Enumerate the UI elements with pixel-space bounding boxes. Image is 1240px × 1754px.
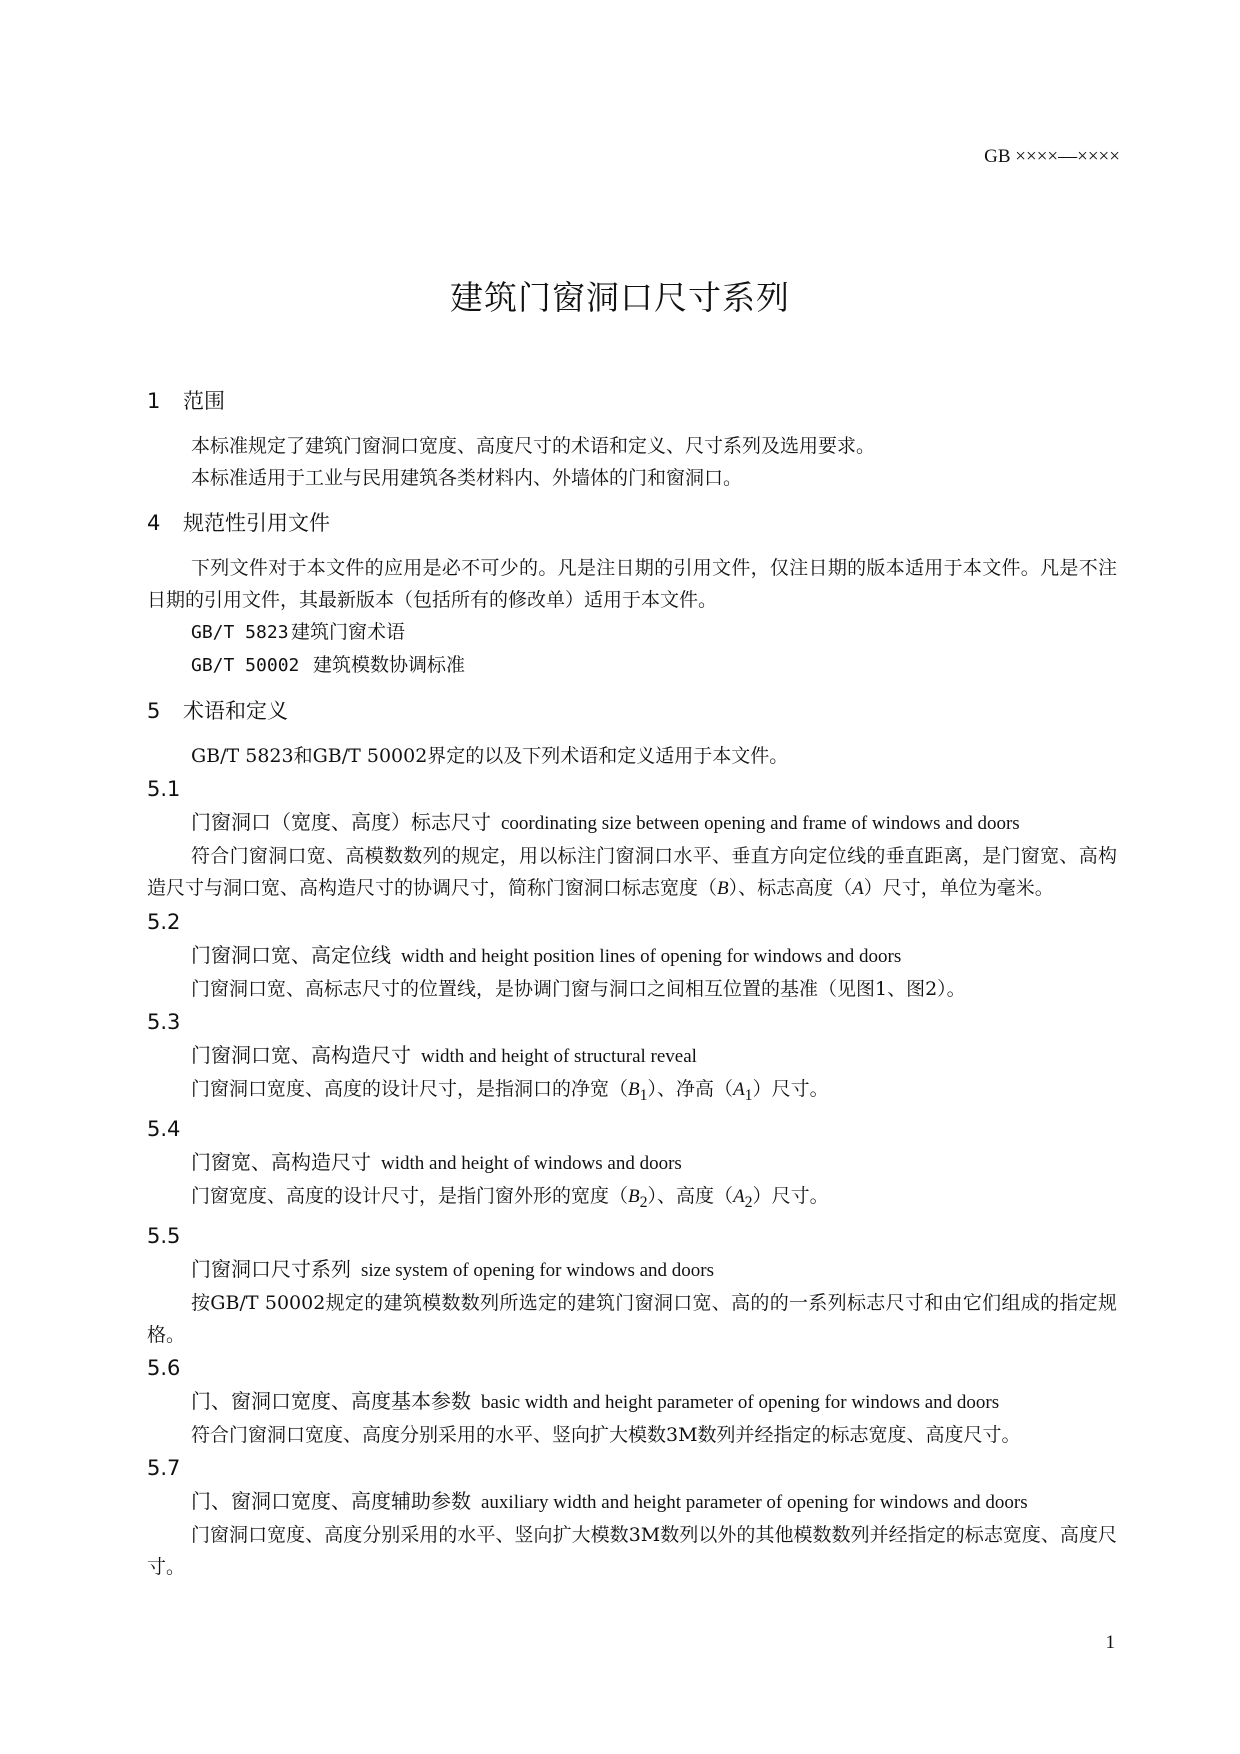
term-number: 5.1 bbox=[147, 777, 181, 801]
paragraph: 本标准规定了建筑门窗洞口宽度、高度尺寸的术语和定义、尺寸系列及选用要求。 bbox=[191, 435, 876, 457]
term-definition: 按GB/T 50002规定的建筑模数数列所选定的建筑门窗洞口宽、高的的一系列标志尺寸和由它们组成的指定规格。 bbox=[147, 1291, 1117, 1346]
term-number: 5.3 bbox=[147, 1010, 181, 1034]
term-number: 5.6 bbox=[147, 1355, 181, 1380]
paragraph: 本标准适用于工业与民用建筑各类材料内、外墙体的门和窗洞口。 bbox=[191, 467, 743, 489]
term-chinese: 门窗洞口（宽度、高度）标志尺寸 bbox=[191, 810, 491, 834]
paragraph: GB/T 5823和GB/T 50002界定的以及下列术语和定义适用于本文件。 bbox=[191, 745, 789, 767]
document-body bbox=[147, 384, 1117, 1583]
term-english: coordinating size between opening and frame of windows and doors bbox=[501, 813, 1020, 834]
subscript: 2 bbox=[744, 1193, 753, 1211]
symbol: B bbox=[628, 1079, 640, 1100]
term-definition: 门窗宽度、高度的设计尺寸，是指门窗外形的宽度$(B_2)$、高度$(A_2)$尺寸。 bbox=[191, 1184, 829, 1211]
subscript: 2 bbox=[639, 1193, 648, 1211]
section-number: 1 bbox=[147, 389, 161, 413]
page-number: 1 bbox=[1105, 1632, 1115, 1653]
reference-item bbox=[147, 649, 1117, 682]
standard-code-header: GB ××××—×××× bbox=[984, 146, 1120, 167]
symbol: B bbox=[717, 878, 729, 899]
section-heading-normative-references bbox=[147, 506, 1117, 540]
symbol: A bbox=[733, 1185, 745, 1207]
section-title: 范围 bbox=[183, 389, 225, 413]
reference-title: 建筑模数协调标准 bbox=[313, 654, 466, 676]
term-heading bbox=[147, 1039, 1117, 1073]
symbol: A bbox=[852, 878, 864, 899]
reference-item bbox=[147, 616, 1117, 649]
section-title: 规范性引用文件 bbox=[183, 511, 330, 535]
subscript: 1 bbox=[744, 1086, 753, 1104]
section-heading-scope bbox=[147, 384, 1117, 418]
term-english: width and height of windows and doors bbox=[381, 1152, 682, 1174]
term-english: auxiliary width and height parameter of opening for windows and doors bbox=[481, 1491, 1028, 1513]
term-heading bbox=[147, 1253, 1117, 1287]
term-heading bbox=[147, 1146, 1117, 1180]
document-title: 建筑门窗洞口尺寸系列 bbox=[450, 278, 790, 317]
term-definition: 门窗洞口宽、高标志尺寸的位置线，是协调门窗与洞口之间相互位置的基准（见图1、图2）。 bbox=[191, 978, 966, 1000]
term-chinese: 门窗洞口宽、高定位线 bbox=[191, 943, 391, 967]
term-heading bbox=[147, 806, 1117, 840]
term-number: 5.5 bbox=[147, 1223, 181, 1248]
subscript: 1 bbox=[639, 1086, 648, 1104]
reference-code: GB/T 50002 bbox=[191, 655, 300, 676]
reference-code: GB/T 5823 bbox=[191, 622, 289, 643]
term-heading bbox=[147, 1385, 1117, 1419]
term-number: 5.2 bbox=[147, 910, 181, 934]
term-definition: 门窗洞口宽度、高度的设计尺寸，是指洞口的净宽$(B_1)$、净高$(A_1)$尺寸。 bbox=[191, 1078, 829, 1104]
term-heading bbox=[147, 939, 1117, 973]
term-definition: 符合门窗洞口宽度、高度分别采用的水平、竖向扩大模数3M数列并经指定的标志宽度、高度尺寸。 bbox=[191, 1423, 1021, 1446]
symbol: A bbox=[733, 1079, 745, 1100]
term-chinese: 门、窗洞口宽度、高度基本参数 bbox=[191, 1388, 471, 1413]
term-english: basic width and height parameter of opening for windows and doors bbox=[481, 1391, 1000, 1413]
term-number: 5.4 bbox=[147, 1116, 181, 1141]
paragraph: 下列文件对于本文件的应用是必不可少的。凡是注日期的引用文件，仅注日期的版本适用于本文件。凡是不注日期的引用文件，其最新版本（包括所有的修改单）适用于本文件。 bbox=[147, 557, 1117, 611]
section-heading-terms-definitions bbox=[147, 694, 1117, 728]
term-heading bbox=[147, 1485, 1117, 1519]
term-english: width and height position lines of opening for windows and doors bbox=[401, 946, 902, 967]
section-number: 4 bbox=[147, 511, 161, 535]
symbol: B bbox=[628, 1185, 640, 1207]
term-definition: 门窗洞口宽度、高度分别采用的水平、竖向扩大模数3M数列以外的其他模数数列并经指定的标志宽度、高度尺寸。 bbox=[147, 1523, 1117, 1578]
section-number: 5 bbox=[147, 699, 161, 723]
term-chinese: 门窗宽、高构造尺寸 bbox=[191, 1149, 371, 1174]
section-title: 术语和定义 bbox=[183, 699, 288, 723]
term-number: 5.7 bbox=[147, 1455, 181, 1480]
term-english: width and height of structural reveal bbox=[421, 1046, 697, 1067]
term-definition: 符合门窗洞口宽、高模数数列的规定，用以标注门窗洞口水平、垂直方向定位线的垂直距离，是门窗宽、高构造尺寸与洞口宽、高构造尺寸的协调尺寸，简称门窗洞口标志宽度（B）、标志高度（A）尺寸，单位为毫米。 bbox=[147, 845, 1117, 899]
term-chinese: 门、窗洞口宽度、高度辅助参数 bbox=[191, 1488, 471, 1513]
term-chinese: 门窗洞口尺寸系列 bbox=[191, 1256, 351, 1281]
reference-title: 建筑门窗术语 bbox=[291, 621, 406, 643]
term-chinese: 门窗洞口宽、高构造尺寸 bbox=[191, 1043, 411, 1067]
term-english: size system of opening for windows and doors bbox=[361, 1259, 715, 1281]
